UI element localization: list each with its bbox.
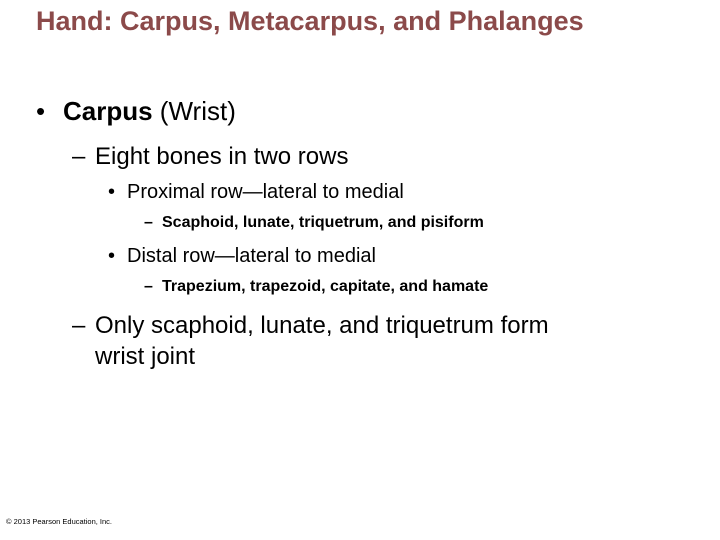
dash-marker: – <box>144 278 153 295</box>
bullet-carpus-rest: (Wrist) <box>152 96 236 126</box>
bullet-proximal-list-text: Scaphoid, lunate, triquetrum, and pisiform <box>162 214 484 231</box>
bullet-wrist-joint-line1: Only scaphoid, lunate, and triquetrum form <box>95 312 549 339</box>
dash-marker: – <box>72 143 86 170</box>
bullet-distal-row-text: Distal row—lateral to medial <box>127 245 376 267</box>
bullet-wrist-joint-text <box>95 310 549 372</box>
bullet-distal-list <box>144 278 488 296</box>
bullet-marker: • <box>108 245 116 267</box>
bullet-proximal-list <box>144 214 484 232</box>
bullet-marker: • <box>108 181 116 203</box>
bullet-carpus-bold: Carpus <box>63 96 153 126</box>
bullet-marker: • <box>36 96 46 126</box>
bullet-eight-bones-text: Eight bones in two rows <box>95 143 349 170</box>
bullet-proximal-row-text: Proximal row—lateral to medial <box>127 181 404 203</box>
bullet-carpus-text <box>63 96 236 126</box>
dash-marker: – <box>144 214 153 231</box>
dash-marker: – <box>72 312 86 339</box>
bullet-proximal-row <box>108 181 404 204</box>
bullet-carpus <box>36 96 236 127</box>
slide-title: Hand: Carpus, Metacarpus, and Phalanges <box>36 6 584 36</box>
bullet-wrist-joint <box>72 310 549 372</box>
copyright-footer: © 2013 Pearson Education, Inc. <box>6 517 113 526</box>
bullet-wrist-joint-line2: wrist joint <box>95 343 196 370</box>
bullet-eight-bones <box>72 143 348 171</box>
bullet-distal-list-text: Trapezium, trapezoid, capitate, and hamate <box>162 278 489 295</box>
bullet-distal-row <box>108 245 376 268</box>
